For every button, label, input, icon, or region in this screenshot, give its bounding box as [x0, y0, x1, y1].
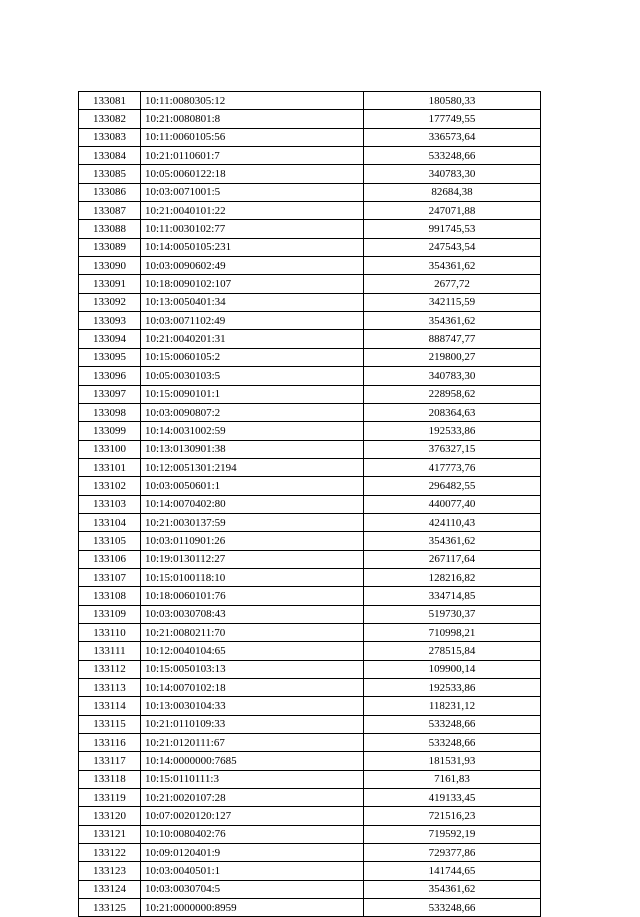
cadastral-number-cell: 10:15:0100118:10 [141, 568, 364, 586]
table-row [79, 697, 541, 715]
row-id-cell: 133103 [79, 495, 141, 513]
table-row [79, 403, 541, 421]
cadastral-number-cell: 10:14:0070102:18 [141, 679, 364, 697]
cadastral-number-cell: 10:11:0060105:56 [141, 128, 364, 146]
amount-cell: 533248,66 [364, 734, 541, 752]
table-row [79, 532, 541, 550]
cadastral-number-cell: 10:14:0050105:231 [141, 238, 364, 256]
table-row [79, 679, 541, 697]
amount-cell: 141744,65 [364, 862, 541, 880]
table-row [79, 183, 541, 201]
cadastral-number-cell: 10:21:0110109:33 [141, 715, 364, 733]
amount-cell: 719592,19 [364, 825, 541, 843]
amount-cell: 376327,15 [364, 440, 541, 458]
cadastral-number-cell: 10:19:0130112:27 [141, 550, 364, 568]
table-row [79, 385, 541, 403]
table-row [79, 275, 541, 293]
amount-cell: 729377,86 [364, 844, 541, 862]
cadastral-number-cell: 10:11:0030102:77 [141, 220, 364, 238]
row-id-cell: 133102 [79, 477, 141, 495]
row-id-cell: 133115 [79, 715, 141, 733]
cadastral-number-cell: 10:03:0090807:2 [141, 403, 364, 421]
cadastral-number-cell: 10:11:0080305:12 [141, 92, 364, 110]
amount-cell: 336573,64 [364, 128, 541, 146]
row-id-cell: 133106 [79, 550, 141, 568]
table-row [79, 110, 541, 128]
table-row [79, 165, 541, 183]
row-id-cell: 133088 [79, 220, 141, 238]
cadastral-number-cell: 10:18:0060101:76 [141, 587, 364, 605]
cadastral-number-cell: 10:15:0110111:3 [141, 770, 364, 788]
cadastral-number-cell: 10:07:0020120:127 [141, 807, 364, 825]
row-id-cell: 133097 [79, 385, 141, 403]
row-id-cell: 133101 [79, 458, 141, 476]
table-row [79, 862, 541, 880]
table-row [79, 348, 541, 366]
cadastral-number-cell: 10:14:0031002:59 [141, 422, 364, 440]
cadastral-number-cell: 10:15:0060105:2 [141, 348, 364, 366]
row-id-cell: 133114 [79, 697, 141, 715]
table-row [79, 367, 541, 385]
table-row [79, 825, 541, 843]
cadastral-number-cell: 10:21:0030137:59 [141, 513, 364, 531]
cadastral-number-cell: 10:21:0120111:67 [141, 734, 364, 752]
row-id-cell: 133099 [79, 422, 141, 440]
amount-cell: 342115,59 [364, 293, 541, 311]
cadastral-number-cell: 10:21:0110601:7 [141, 147, 364, 165]
amount-cell: 721516,23 [364, 807, 541, 825]
table-row [79, 293, 541, 311]
amount-cell: 208364,63 [364, 403, 541, 421]
amount-cell: 267117,64 [364, 550, 541, 568]
row-id-cell: 133092 [79, 293, 141, 311]
row-id-cell: 133124 [79, 880, 141, 898]
amount-cell: 180580,33 [364, 92, 541, 110]
amount-cell: 192533,86 [364, 422, 541, 440]
amount-cell: 440077,40 [364, 495, 541, 513]
amount-cell: 2677,72 [364, 275, 541, 293]
amount-cell: 118231,12 [364, 697, 541, 715]
table-row [79, 422, 541, 440]
amount-cell: 128216,82 [364, 568, 541, 586]
table-row [79, 458, 541, 476]
table-row [79, 844, 541, 862]
cadastral-number-cell: 10:05:0060122:18 [141, 165, 364, 183]
row-id-cell: 133125 [79, 899, 141, 917]
amount-cell: 424110,43 [364, 513, 541, 531]
row-id-cell: 133120 [79, 807, 141, 825]
amount-cell: 7161,83 [364, 770, 541, 788]
row-id-cell: 133111 [79, 642, 141, 660]
amount-cell: 417773,76 [364, 458, 541, 476]
cadastral-number-cell: 10:13:0050401:34 [141, 293, 364, 311]
table-row [79, 715, 541, 733]
amount-cell: 340783,30 [364, 165, 541, 183]
table-row [79, 550, 541, 568]
table-row [79, 477, 541, 495]
cadastral-number-cell: 10:13:0130901:38 [141, 440, 364, 458]
amount-cell: 710998,21 [364, 623, 541, 641]
table-row [79, 752, 541, 770]
table-row [79, 642, 541, 660]
table-row [79, 880, 541, 898]
amount-cell: 82684,38 [364, 183, 541, 201]
row-id-cell: 133085 [79, 165, 141, 183]
cadastral-number-cell: 10:03:0071102:49 [141, 312, 364, 330]
row-id-cell: 133123 [79, 862, 141, 880]
table-row [79, 605, 541, 623]
table-row [79, 220, 541, 238]
amount-cell: 888747,77 [364, 330, 541, 348]
row-id-cell: 133086 [79, 183, 141, 201]
table-row [79, 770, 541, 788]
cadastral-number-cell: 10:21:0080211:70 [141, 623, 364, 641]
row-id-cell: 133084 [79, 147, 141, 165]
row-id-cell: 133095 [79, 348, 141, 366]
cadastral-number-cell: 10:21:0040101:22 [141, 202, 364, 220]
cadastral-number-cell: 10:15:0050103:13 [141, 660, 364, 678]
row-id-cell: 133087 [79, 202, 141, 220]
amount-cell: 177749,55 [364, 110, 541, 128]
table-row [79, 587, 541, 605]
row-id-cell: 133098 [79, 403, 141, 421]
row-id-cell: 133119 [79, 789, 141, 807]
amount-cell: 519730,37 [364, 605, 541, 623]
table-row [79, 312, 541, 330]
table-row [79, 147, 541, 165]
cadastral-number-cell: 10:14:0070402:80 [141, 495, 364, 513]
row-id-cell: 133113 [79, 679, 141, 697]
row-id-cell: 133116 [79, 734, 141, 752]
row-id-cell: 133096 [79, 367, 141, 385]
table-row [79, 807, 541, 825]
cadastral-number-cell: 10:03:0071001:5 [141, 183, 364, 201]
table-body [79, 92, 541, 917]
cadastral-number-cell: 10:13:0030104:33 [141, 697, 364, 715]
row-id-cell: 133081 [79, 92, 141, 110]
row-id-cell: 133107 [79, 568, 141, 586]
amount-cell: 334714,85 [364, 587, 541, 605]
cadastral-number-cell: 10:09:0120401:9 [141, 844, 364, 862]
row-id-cell: 133105 [79, 532, 141, 550]
table-row [79, 238, 541, 256]
row-id-cell: 133093 [79, 312, 141, 330]
amount-cell: 219800,27 [364, 348, 541, 366]
data-table [78, 91, 541, 917]
cadastral-number-cell: 10:05:0030103:5 [141, 367, 364, 385]
row-id-cell: 133090 [79, 257, 141, 275]
table-row [79, 202, 541, 220]
cadastral-number-cell: 10:21:0020107:28 [141, 789, 364, 807]
cadastral-number-cell: 10:18:0090102:107 [141, 275, 364, 293]
row-id-cell: 133110 [79, 623, 141, 641]
table-row [79, 513, 541, 531]
cadastral-number-cell: 10:15:0090101:1 [141, 385, 364, 403]
amount-cell: 296482,55 [364, 477, 541, 495]
table-row [79, 330, 541, 348]
cadastral-number-cell: 10:03:0030708:43 [141, 605, 364, 623]
amount-cell: 228958,62 [364, 385, 541, 403]
table-row [79, 660, 541, 678]
cadastral-number-cell: 10:03:0090602:49 [141, 257, 364, 275]
cadastral-number-cell: 10:03:0040501:1 [141, 862, 364, 880]
row-id-cell: 133082 [79, 110, 141, 128]
cadastral-number-cell: 10:12:0040104:65 [141, 642, 364, 660]
table-row [79, 623, 541, 641]
amount-cell: 278515,84 [364, 642, 541, 660]
amount-cell: 354361,62 [364, 312, 541, 330]
amount-cell: 354361,62 [364, 532, 541, 550]
row-id-cell: 133100 [79, 440, 141, 458]
table-row [79, 440, 541, 458]
cadastral-number-cell: 10:10:0080402:76 [141, 825, 364, 843]
row-id-cell: 133089 [79, 238, 141, 256]
amount-cell: 533248,66 [364, 899, 541, 917]
cadastral-number-cell: 10:03:0050601:1 [141, 477, 364, 495]
table-row [79, 257, 541, 275]
amount-cell: 340783,30 [364, 367, 541, 385]
amount-cell: 354361,62 [364, 880, 541, 898]
cadastral-number-cell: 10:03:0030704:5 [141, 880, 364, 898]
cadastral-number-cell: 10:21:0080801:8 [141, 110, 364, 128]
row-id-cell: 133104 [79, 513, 141, 531]
cadastral-number-cell: 10:21:0040201:31 [141, 330, 364, 348]
row-id-cell: 133109 [79, 605, 141, 623]
table-row [79, 92, 541, 110]
row-id-cell: 133118 [79, 770, 141, 788]
table-row [79, 734, 541, 752]
row-id-cell: 133117 [79, 752, 141, 770]
row-id-cell: 133083 [79, 128, 141, 146]
cadastral-number-cell: 10:14:0000000:7685 [141, 752, 364, 770]
amount-cell: 247071,88 [364, 202, 541, 220]
row-id-cell: 133094 [79, 330, 141, 348]
amount-cell: 181531,93 [364, 752, 541, 770]
amount-cell: 991745,53 [364, 220, 541, 238]
amount-cell: 192533,86 [364, 679, 541, 697]
amount-cell: 354361,62 [364, 257, 541, 275]
cadastral-number-cell: 10:21:0000000:8959 [141, 899, 364, 917]
row-id-cell: 133122 [79, 844, 141, 862]
row-id-cell: 133112 [79, 660, 141, 678]
amount-cell: 247543,54 [364, 238, 541, 256]
row-id-cell: 133091 [79, 275, 141, 293]
amount-cell: 419133,45 [364, 789, 541, 807]
amount-cell: 533248,66 [364, 715, 541, 733]
table-row [79, 899, 541, 917]
table-row [79, 495, 541, 513]
table-row [79, 789, 541, 807]
table-row [79, 568, 541, 586]
amount-cell: 109900,14 [364, 660, 541, 678]
amount-cell: 533248,66 [364, 147, 541, 165]
row-id-cell: 133108 [79, 587, 141, 605]
table-row [79, 128, 541, 146]
cadastral-number-cell: 10:03:0110901:26 [141, 532, 364, 550]
row-id-cell: 133121 [79, 825, 141, 843]
cadastral-number-cell: 10:12:0051301:2194 [141, 458, 364, 476]
